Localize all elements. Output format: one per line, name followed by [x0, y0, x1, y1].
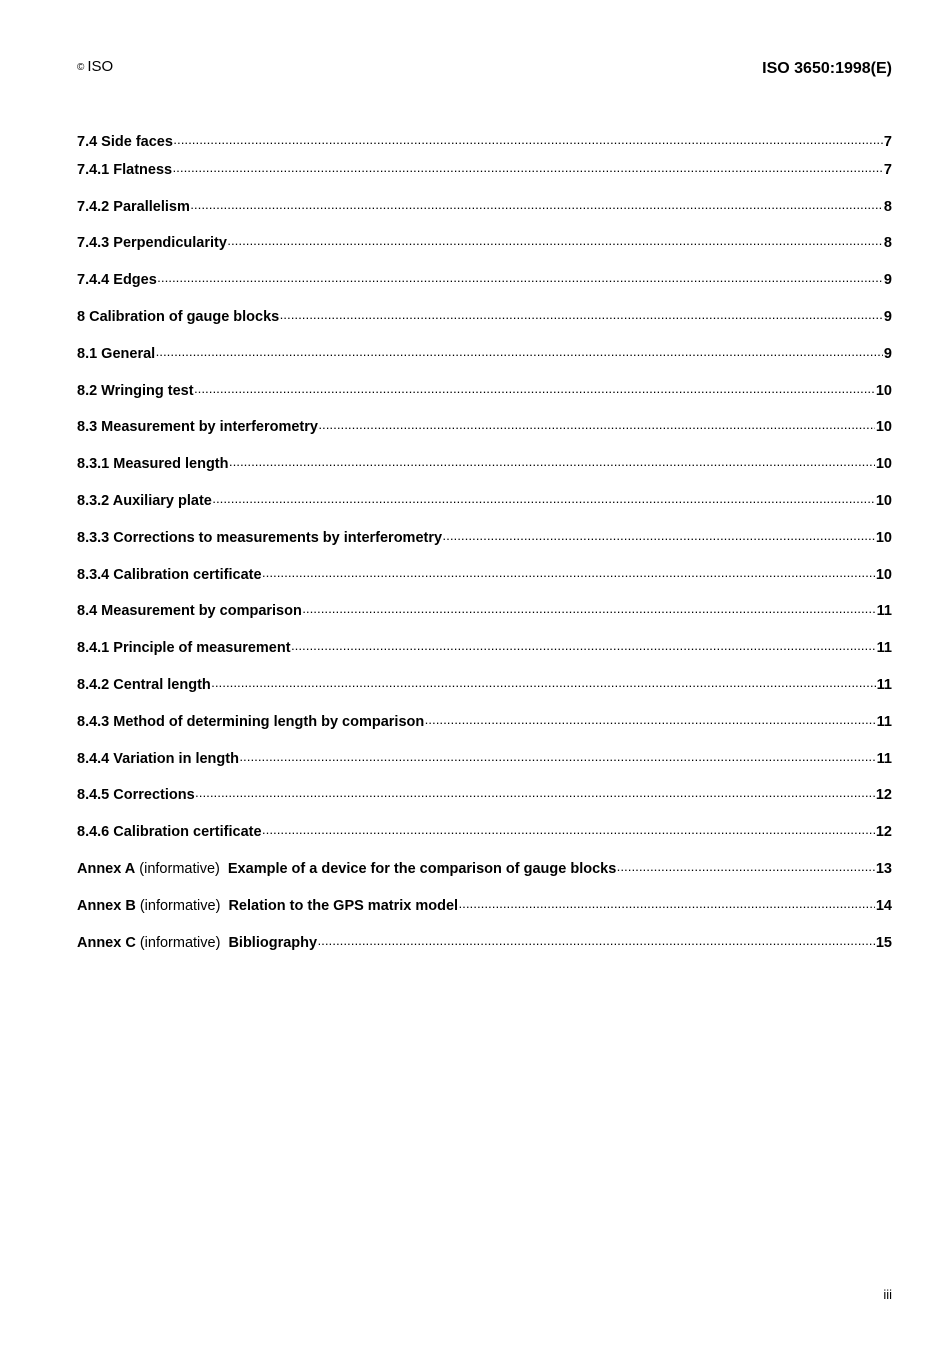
toc-entry-page: 9 [883, 308, 892, 325]
toc-entry-page: 11 [876, 603, 892, 620]
toc-entry-page: 11 [876, 676, 892, 693]
toc-entry-title: 8.4 Measurement by comparison [77, 603, 302, 620]
annex-heading [77, 934, 317, 952]
dot-leader [263, 821, 875, 840]
header-organization: ISO [87, 58, 114, 75]
toc-entry[interactable] [77, 593, 892, 630]
table-of-contents [77, 133, 892, 961]
toc-entry[interactable] [77, 556, 892, 593]
toc-entry-page: 10 [875, 382, 892, 399]
toc-entry[interactable] [77, 519, 892, 556]
toc-entry[interactable] [77, 629, 892, 666]
toc-entry[interactable] [77, 335, 892, 372]
toc-entry[interactable] [77, 151, 892, 188]
toc-entry-page: 11 [876, 640, 892, 657]
dot-leader [318, 932, 875, 951]
dot-leader [228, 232, 883, 251]
dot-leader [212, 674, 876, 693]
toc-entry-page: 8 [883, 235, 892, 252]
toc-entry[interactable] [77, 666, 892, 703]
toc-entry[interactable] [77, 409, 892, 446]
toc-entry-title: 8.4.3 Method of determining length by comparison [77, 713, 425, 730]
toc-annex-entry[interactable] [77, 850, 892, 887]
annex-title: Bibliography [228, 934, 318, 951]
dot-leader [617, 858, 875, 877]
toc-entry-title: 8.4.5 Corrections [77, 787, 195, 804]
toc-entry-title: 8.2 Wringing test [77, 382, 194, 399]
toc-entry-title: 8.4.4 Variation in length [77, 750, 239, 767]
toc-entry-page: 10 [875, 492, 892, 509]
toc-entry-title: 8.3.1 Measured length [77, 456, 229, 473]
toc-entry-page: 9 [883, 345, 892, 362]
toc-entry-page: 15 [875, 934, 892, 951]
annex-type: (informative) [139, 934, 221, 951]
footer-page-number: iii [883, 1287, 892, 1302]
toc-entry-page: 10 [875, 456, 892, 473]
annex-label: Annex C [77, 934, 136, 951]
toc-entry-title: 8.4.2 Central length [77, 676, 211, 693]
dot-leader [459, 895, 875, 914]
dot-leader [230, 453, 875, 472]
toc-entry-page: 14 [875, 897, 892, 914]
annex-label: Annex B [77, 897, 136, 914]
dot-leader [292, 637, 876, 656]
toc-entry[interactable] [77, 188, 892, 225]
toc-entry[interactable] [77, 813, 892, 850]
toc-entry-page: 12 [875, 824, 892, 841]
dot-leader [263, 564, 875, 583]
toc-entry-page: 12 [875, 787, 892, 804]
toc-entry-title: 7.4.4 Edges [77, 272, 157, 289]
toc-entry[interactable] [77, 777, 892, 814]
annex-heading [77, 897, 458, 915]
toc-entry[interactable] [77, 225, 892, 262]
dot-leader [240, 748, 876, 767]
toc-entry-title: 7.4 Side faces [77, 134, 173, 150]
dot-leader [191, 196, 883, 215]
header-copyright [77, 58, 113, 77]
annex-heading [77, 860, 616, 878]
dot-leader [213, 490, 875, 509]
toc-entry-title: 7.4.2 Parallelism [77, 198, 190, 215]
toc-entry-title: 8.4.6 Calibration certificate [77, 824, 262, 841]
toc-entry[interactable] [77, 372, 892, 409]
toc-entry-title: 7.4.1 Flatness [77, 161, 173, 178]
dot-leader [158, 269, 883, 288]
dot-leader [196, 784, 875, 803]
toc-annex-entry[interactable] [77, 887, 892, 924]
dot-leader [195, 380, 875, 399]
annex-title: Example of a device for the comparison of gauge blocks [227, 860, 617, 877]
annex-title: Relation to the GPS matrix model [228, 897, 459, 914]
toc-entry-page: 7 [883, 134, 892, 150]
toc-entry[interactable] [77, 703, 892, 740]
annex-label: Annex A [77, 860, 136, 877]
toc-entry-page: 9 [883, 272, 892, 289]
dot-leader [173, 159, 883, 178]
toc-entry-page: 13 [875, 860, 892, 877]
dot-leader [174, 131, 883, 150]
toc-entry-title: 8.3.4 Calibration certificate [77, 566, 262, 583]
dot-leader [280, 306, 883, 325]
toc-entry[interactable] [77, 482, 892, 519]
dot-leader [319, 416, 875, 435]
annex-type: (informative) [139, 860, 220, 877]
toc-entry-page: 7 [883, 161, 892, 178]
toc-entry[interactable] [77, 261, 892, 298]
toc-entry-title: 8.3.3 Corrections to measurements by interferometry [77, 529, 443, 546]
toc-entry-title: 8.4.1 Principle of measurement [77, 640, 291, 657]
dot-leader [156, 343, 883, 362]
header-document-id: ISO 3650:1998(E) [762, 60, 892, 77]
dot-leader [425, 711, 875, 730]
toc-entry-title: 8 Calibration of gauge blocks [77, 308, 280, 325]
toc-entry-page: 8 [883, 198, 892, 215]
toc-entry[interactable] [77, 133, 892, 151]
dot-leader [303, 600, 876, 619]
toc-entry-title: 7.4.3 Perpendicularity [77, 235, 227, 252]
dot-leader [443, 527, 875, 546]
copyright-symbol: © [77, 62, 85, 73]
toc-entry-title: 8.3 Measurement by interferometry [77, 419, 318, 436]
toc-entry-page: 10 [875, 566, 892, 583]
toc-entry[interactable] [77, 298, 892, 335]
toc-entry-page: 11 [876, 713, 892, 730]
toc-entry-title: 8.3.2 Auxiliary plate [77, 492, 212, 509]
toc-entry[interactable] [77, 740, 892, 777]
toc-annex-entry[interactable] [77, 924, 892, 961]
toc-entry-title: 8.1 General [77, 345, 156, 362]
toc-entry-page: 10 [875, 419, 892, 436]
annex-type: (informative) [139, 897, 221, 914]
toc-entry-page: 10 [875, 529, 892, 546]
toc-entry[interactable] [77, 445, 892, 482]
toc-entry-page: 11 [876, 750, 892, 767]
